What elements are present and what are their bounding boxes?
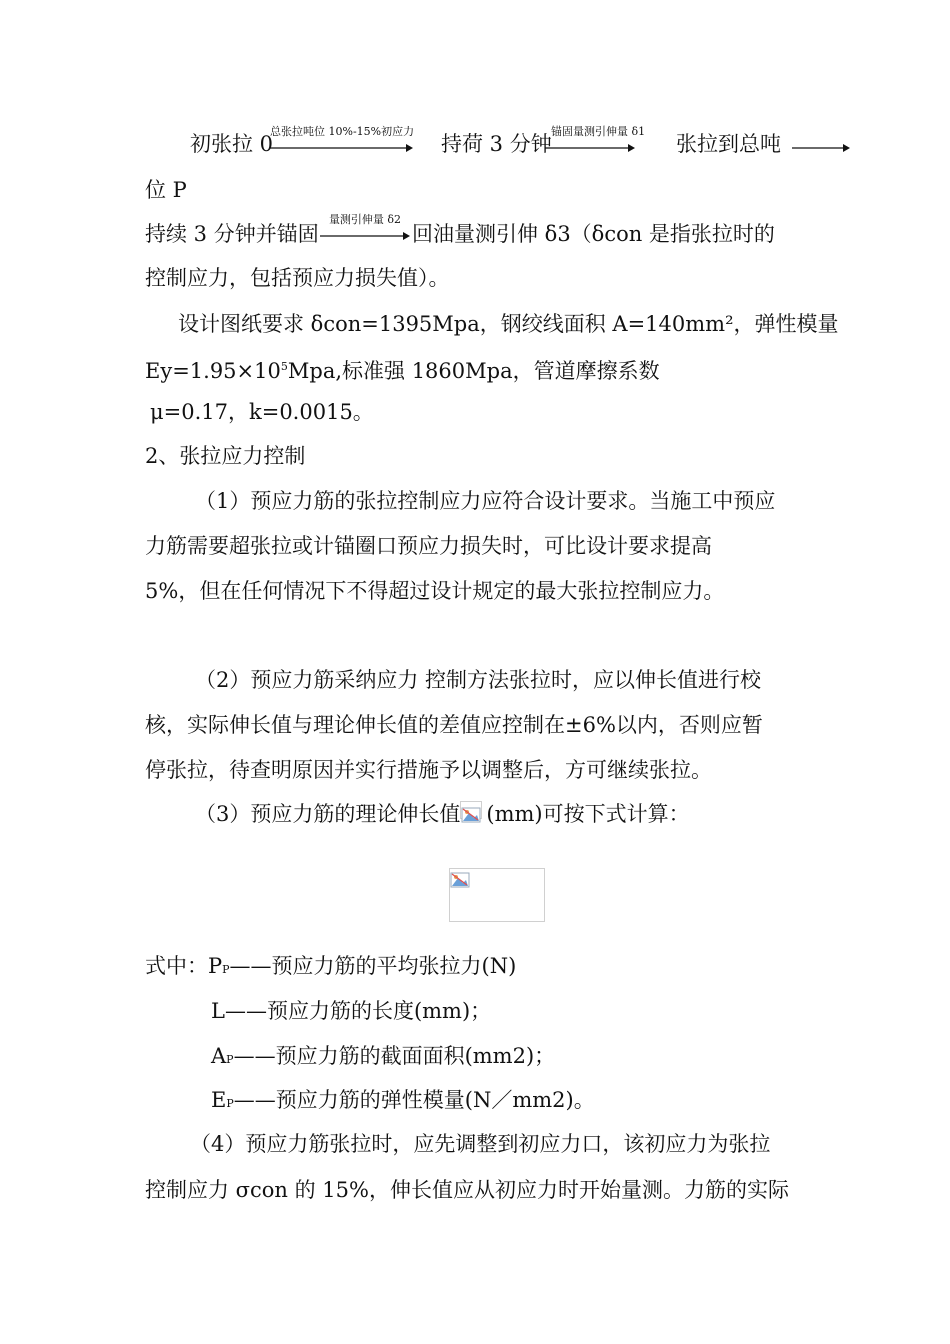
flow-step-1: 初张拉 0 [190, 132, 274, 156]
section2-p3-b: (mm)可按下式计算： [486, 802, 690, 826]
design-line2-a: Ey=1.95×10 [145, 359, 281, 383]
arrow-right-icon [792, 144, 850, 152]
section2-p3-a: （3）预应力筋的理论伸长值 [195, 802, 461, 826]
arrow-right-icon [320, 232, 410, 240]
legend-l1-prefix: 式中：P [145, 954, 223, 978]
design-line3: μ=0.17，k=0.0015。 [150, 400, 374, 424]
legend-l4-a: E [211, 1088, 227, 1112]
legend-l1-text: ——预应力筋的平均张拉力(N) [229, 954, 517, 978]
legend-l3-sub: P [226, 1053, 234, 1066]
flow-arrow-1-label: 总张拉吨位 10%-15%初应力 [270, 125, 415, 138]
design-line2 [145, 353, 660, 385]
legend-l3-text: ——预应力筋的截面面积(mm2)； [233, 1044, 556, 1068]
formula-image [449, 868, 545, 922]
design-line1: 设计图纸要求 δcon=1395Mpa，钢绞线面积 A=140mm²，弹性模量 [178, 312, 839, 336]
flow-arrow-2-label: 锚固量测引伸量 δ1 [551, 125, 646, 138]
section2-p3 [195, 800, 690, 828]
design-line2-sup: 5 [280, 360, 288, 373]
legend-line3 [211, 1042, 555, 1074]
section2-p1-l1: （1）预应力筋的张拉控制应力应符合设计要求。当施工中预应 [195, 489, 776, 513]
flow-arrow-end [792, 138, 850, 152]
flow-step-3: 张拉到总吨 [676, 132, 781, 156]
flow-arrow-3 [320, 213, 410, 240]
flow-arrow-2 [545, 125, 646, 152]
flow-line4: 控制应力，包括预应力损失值）。 [145, 266, 450, 290]
arrow-right-icon [270, 144, 413, 152]
flow-step-3-cont: 位 P [145, 178, 187, 202]
legend-line2: L——预应力筋的长度(mm)； [211, 999, 492, 1023]
broken-image-icon [450, 869, 472, 887]
section2-p2-l3: 停张拉，待查明原因并实行措施予以调整后，方可继续张拉。 [145, 758, 712, 782]
legend-l4-text: ——预应力筋的弹性模量(N／mm2)。 [233, 1088, 595, 1112]
flow-arrow-1 [270, 125, 415, 152]
legend-l1-sub: P [222, 963, 230, 976]
section2-p1-l3: 5%，但在任何情况下不得超过设计规定的最大张拉控制应力。 [145, 579, 725, 603]
section2-p1-l2: 力筋需要超张拉或计锚圈口预应力损失时，可比设计要求提高 [145, 534, 712, 558]
flow-line3-suffix: 回油量测引伸 δ3（δcon 是指张拉时的 [412, 222, 775, 246]
section2-heading: 2、张拉应力控制 [145, 444, 306, 468]
section2-p2-l1: （2）预应力筋采纳应力 控制方法张拉时，应以伸长值进行校 [195, 668, 762, 692]
legend-line4 [211, 1086, 595, 1118]
flow-arrow-3-label: 量测引伸量 δ2 [328, 213, 402, 226]
flow-step-2: 持荷 3 分钟 [441, 132, 552, 156]
design-line2-b: Mpa,标准强 1860Mpa，管道摩擦系数 [287, 359, 660, 383]
legend-l4-sub: P [226, 1097, 234, 1110]
p4-line2: 控制应力 σcon 的 15%，伸长值应从初应力时开始量测。力筋的实际 [145, 1178, 789, 1202]
section2-p2-l2: 核，实际伸长值与理论伸长值的差值应控制在±6%以内，否则应暂 [145, 713, 763, 737]
p4-line1: （4）预应力筋张拉时，应先调整到初应力口，该初应力为张拉 [190, 1132, 771, 1156]
legend-l3-a: A [211, 1044, 227, 1068]
legend-line1 [145, 952, 516, 984]
arrow-right-icon [545, 144, 635, 152]
broken-image-icon [460, 801, 482, 819]
flow-line3-prefix: 持续 3 分钟并锚固 [145, 222, 319, 246]
